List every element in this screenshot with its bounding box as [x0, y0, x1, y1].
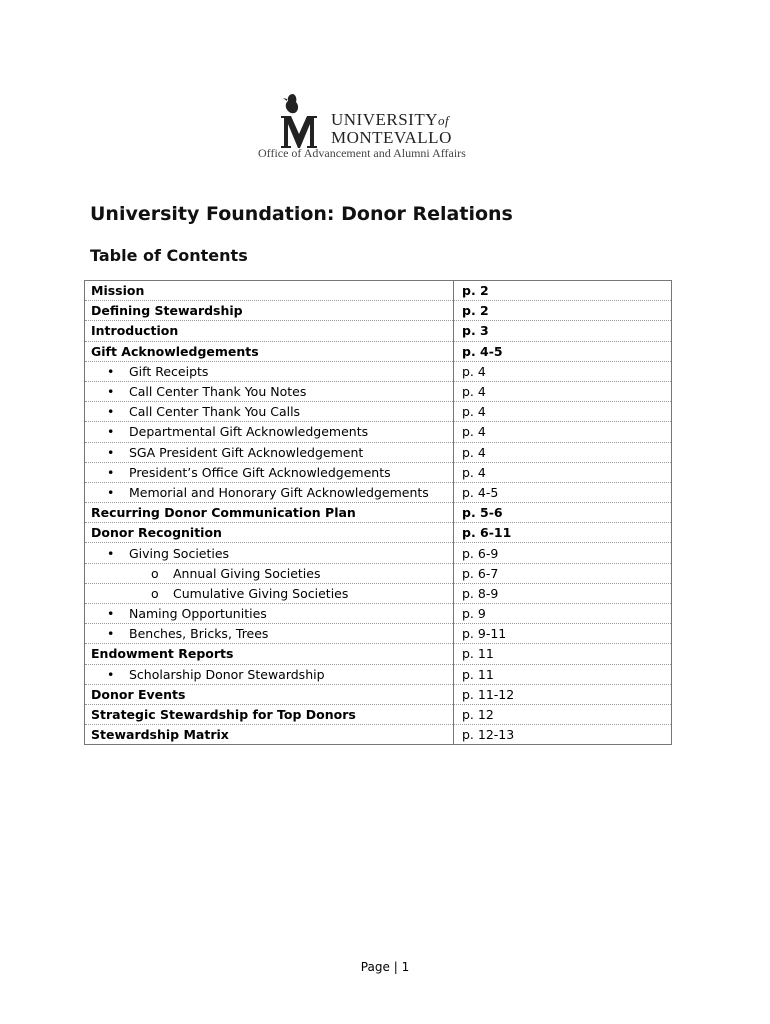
- toc-entry-label: Benches, Bricks, Trees: [129, 626, 269, 642]
- logo-wordmark-line1: UNIVERSITYof: [331, 110, 450, 129]
- toc-entry-label: Call Center Thank You Calls: [129, 404, 301, 420]
- toc-row: [85, 523, 672, 543]
- toc-row: [85, 442, 672, 462]
- toc-entry: [85, 462, 454, 482]
- toc-entry: [85, 725, 454, 745]
- toc-page-ref: p. 12: [454, 704, 672, 724]
- toc-entry: [85, 361, 454, 381]
- toc-entry: [85, 583, 454, 603]
- bullet-icon: •: [107, 626, 115, 642]
- toc-page-ref: p. 4: [454, 422, 672, 442]
- toc-entry-label: Annual Giving Societies: [173, 565, 321, 581]
- toc-page-ref: p. 4: [454, 361, 672, 381]
- toc-row: [85, 321, 672, 341]
- toc-entry: [85, 563, 454, 583]
- toc-entry-label: Departmental Gift Acknowledgements: [129, 424, 369, 440]
- toc-row: [85, 604, 672, 624]
- bullet-icon: •: [107, 444, 115, 460]
- toc-row: [85, 281, 672, 301]
- bullet-icon: •: [107, 464, 115, 480]
- toc-row: [85, 684, 672, 704]
- toc-row: [85, 341, 672, 361]
- toc-page-ref: p. 4-5: [454, 482, 672, 502]
- toc-entry: [85, 321, 454, 341]
- document-title: University Foundation: Donor Relations: [90, 203, 513, 225]
- page-footer: [0, 960, 770, 974]
- toc-entry-label: SGA President Gift Acknowledgement: [129, 444, 364, 460]
- toc-page-ref: p. 4: [454, 462, 672, 482]
- toc-entry: [85, 341, 454, 361]
- toc-page-ref: p. 6-7: [454, 563, 672, 583]
- toc-entry-label: Stewardship Matrix: [91, 727, 229, 743]
- table-of-contents: [84, 280, 672, 745]
- toc-entry: [85, 523, 454, 543]
- toc-entry: [85, 684, 454, 704]
- toc-row: [85, 725, 672, 745]
- bullet-icon: •: [107, 363, 115, 379]
- toc-page-ref: p. 4: [454, 381, 672, 401]
- toc-row: [85, 644, 672, 664]
- toc-entry: [85, 624, 454, 644]
- toc-page-ref: p. 11-12: [454, 684, 672, 704]
- toc-row: [85, 543, 672, 563]
- footer-page-number: 1: [401, 960, 410, 974]
- toc-page-ref: p. 12-13: [454, 725, 672, 745]
- toc-entry: [85, 422, 454, 442]
- bullet-icon: •: [107, 384, 115, 400]
- toc-entry-label: Mission: [91, 283, 145, 299]
- bullet-icon: •: [107, 404, 115, 420]
- toc-entry-label: Gift Acknowledgements: [91, 343, 259, 359]
- toc-entry-label: Introduction: [91, 323, 179, 339]
- toc-entry-label: Cumulative Giving Societies: [173, 585, 349, 601]
- toc-page-ref: p. 4: [454, 442, 672, 462]
- toc-entry: [85, 402, 454, 422]
- toc-page-ref: p. 6-9: [454, 543, 672, 563]
- toc-entry-label: Call Center Thank You Notes: [129, 384, 307, 400]
- toc-page-ref: p. 3: [454, 321, 672, 341]
- toc-entry-label: Recurring Donor Communication Plan: [91, 505, 356, 521]
- toc-row: [85, 664, 672, 684]
- toc-entry-label: Strategic Stewardship for Top Donors: [91, 707, 356, 723]
- toc-entry-label: Endowment Reports: [91, 646, 234, 662]
- toc-page-ref: p. 9: [454, 604, 672, 624]
- bullet-icon: •: [107, 666, 115, 682]
- toc-body: [85, 281, 672, 745]
- toc-row: [85, 361, 672, 381]
- toc-entry: [85, 604, 454, 624]
- toc-entry: [85, 301, 454, 321]
- toc-entry: [85, 442, 454, 462]
- toc-page-ref: p. 4-5: [454, 341, 672, 361]
- toc-page-ref: p. 8-9: [454, 583, 672, 603]
- montevallo-falcon-m-logo-icon: [279, 92, 325, 150]
- toc-row: [85, 624, 672, 644]
- bullet-icon: •: [107, 424, 115, 440]
- toc-entry-label: Donor Recognition: [91, 525, 222, 541]
- toc-page-ref: p. 11: [454, 664, 672, 684]
- toc-row: [85, 704, 672, 724]
- toc-heading: Table of Contents: [90, 246, 248, 265]
- toc-entry: [85, 503, 454, 523]
- toc-row: [85, 422, 672, 442]
- toc-entry-label: Donor Events: [91, 686, 186, 702]
- toc-entry: [85, 381, 454, 401]
- toc-page-ref: p. 2: [454, 281, 672, 301]
- toc-entry-label: Memorial and Honorary Gift Acknowledgements: [129, 484, 429, 500]
- sub-bullet-icon: o: [151, 565, 159, 581]
- toc-row: [85, 381, 672, 401]
- toc-entry-label: Giving Societies: [129, 545, 230, 561]
- bullet-icon: •: [107, 545, 115, 561]
- toc-entry-label: Gift Receipts: [129, 363, 209, 379]
- toc-page-ref: p. 5-6: [454, 503, 672, 523]
- logo-wordmark-line2: MONTEVALLO: [331, 128, 452, 147]
- toc-row: [85, 563, 672, 583]
- toc-row: [85, 583, 672, 603]
- toc-entry-label: Defining Stewardship: [91, 303, 243, 319]
- toc-entry-label: President’s Office Gift Acknowledgements: [129, 464, 391, 480]
- toc-entry-label: Naming Opportunities: [129, 606, 267, 622]
- toc-entry: [85, 543, 454, 563]
- bullet-icon: •: [107, 606, 115, 622]
- toc-page-ref: p. 4: [454, 402, 672, 422]
- toc-row: [85, 503, 672, 523]
- footer-separator: |: [393, 960, 398, 974]
- office-subtitle: Office of Advancement and Alumni Affairs: [258, 146, 466, 160]
- toc-entry: [85, 281, 454, 301]
- toc-entry: [85, 482, 454, 502]
- toc-entry: [85, 704, 454, 724]
- toc-row: [85, 462, 672, 482]
- toc-page-ref: p. 9-11: [454, 624, 672, 644]
- sub-bullet-icon: o: [151, 585, 159, 601]
- toc-page-ref: p. 6-11: [454, 523, 672, 543]
- toc-row: [85, 482, 672, 502]
- toc-entry: [85, 664, 454, 684]
- toc-entry-label: Scholarship Donor Stewardship: [129, 666, 325, 682]
- bullet-icon: •: [107, 484, 115, 500]
- toc-row: [85, 301, 672, 321]
- toc-entry: [85, 644, 454, 664]
- toc-row: [85, 402, 672, 422]
- toc-page-ref: p. 11: [454, 644, 672, 664]
- footer-page-label: Page: [360, 960, 390, 974]
- toc-page-ref: p. 2: [454, 301, 672, 321]
